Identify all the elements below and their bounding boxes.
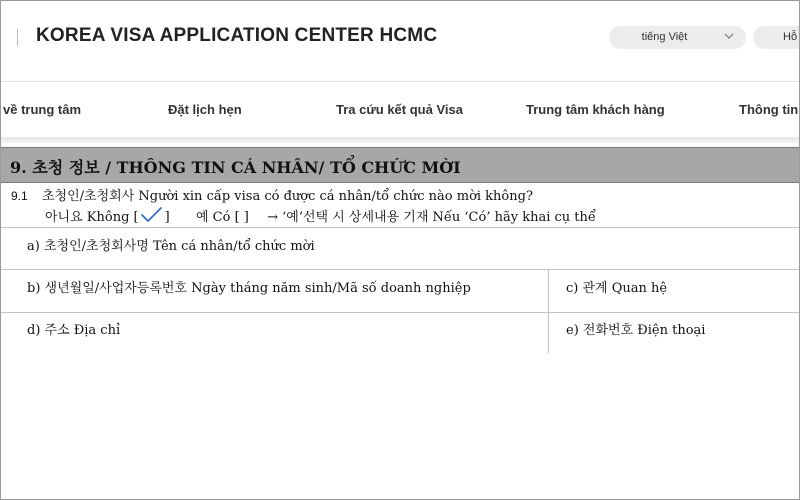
header-divider [17, 29, 18, 46]
section-title: 9. 초청 정보 / THÔNG TIN CÁ NHÂN/ TỔ CHỨC MỜI [10, 158, 461, 177]
language-select-value: tiếng Việt [641, 31, 688, 43]
column-divider [548, 269, 549, 353]
option-yes-note: → ‘예’선택 시 상세내용 기재 Nếu ‘Có’ hãy khai cụ thể [267, 210, 596, 225]
field-d-label: d) 주소 Địa chỉ [27, 323, 121, 338]
nav-item-about[interactable]: về trung tâm [3, 102, 82, 117]
option-no-close: ] [164, 210, 170, 225]
chevron-down-icon [724, 31, 734, 41]
nav-item-visa-status[interactable]: Tra cứu kết quả Visa [336, 102, 463, 117]
support-button-label: Hỗ [783, 31, 798, 43]
field-b-label: b) 생년월일/사업자등록번호 Ngày tháng năm sinh/Mã số doanh nghiệp [27, 281, 471, 296]
field-divider [1, 227, 800, 228]
answer-options-line [45, 206, 596, 225]
nav-item-information[interactable]: Thông tin [739, 102, 799, 117]
field-e-label: e) 전화번호 Điện thoại [566, 323, 706, 338]
main-nav [1, 82, 800, 137]
language-select[interactable] [609, 26, 746, 49]
field-divider [1, 269, 800, 270]
field-a-label: a) 초청인/초청회사명 Tên cá nhân/tổ chức mời [27, 239, 315, 254]
checkmark-icon[interactable] [139, 206, 165, 222]
option-no-label: 아니요 Không [ [45, 210, 139, 225]
site-header [1, 1, 800, 81]
support-button[interactable] [753, 26, 800, 49]
question-number: 9.1 [11, 189, 28, 203]
section-header-bar [1, 147, 800, 183]
nav-item-customer-center[interactable]: Trung tâm khách hàng [526, 102, 665, 117]
nav-item-appointment[interactable]: Đặt lịch hẹn [168, 102, 242, 117]
site-title[interactable]: KOREA VISA APPLICATION CENTER HCMC [36, 25, 438, 46]
field-divider [1, 312, 800, 313]
field-c-label: c) 관계 Quan hệ [566, 281, 668, 296]
option-yes-label[interactable]: 예 Có [ ] [195, 210, 249, 225]
question-text: 초청인/초청회사 Người xin cấp visa có được cá nhân/tổ chức nào mời không? [41, 189, 533, 204]
question-line [11, 185, 533, 204]
visa-form-section [1, 143, 800, 500]
